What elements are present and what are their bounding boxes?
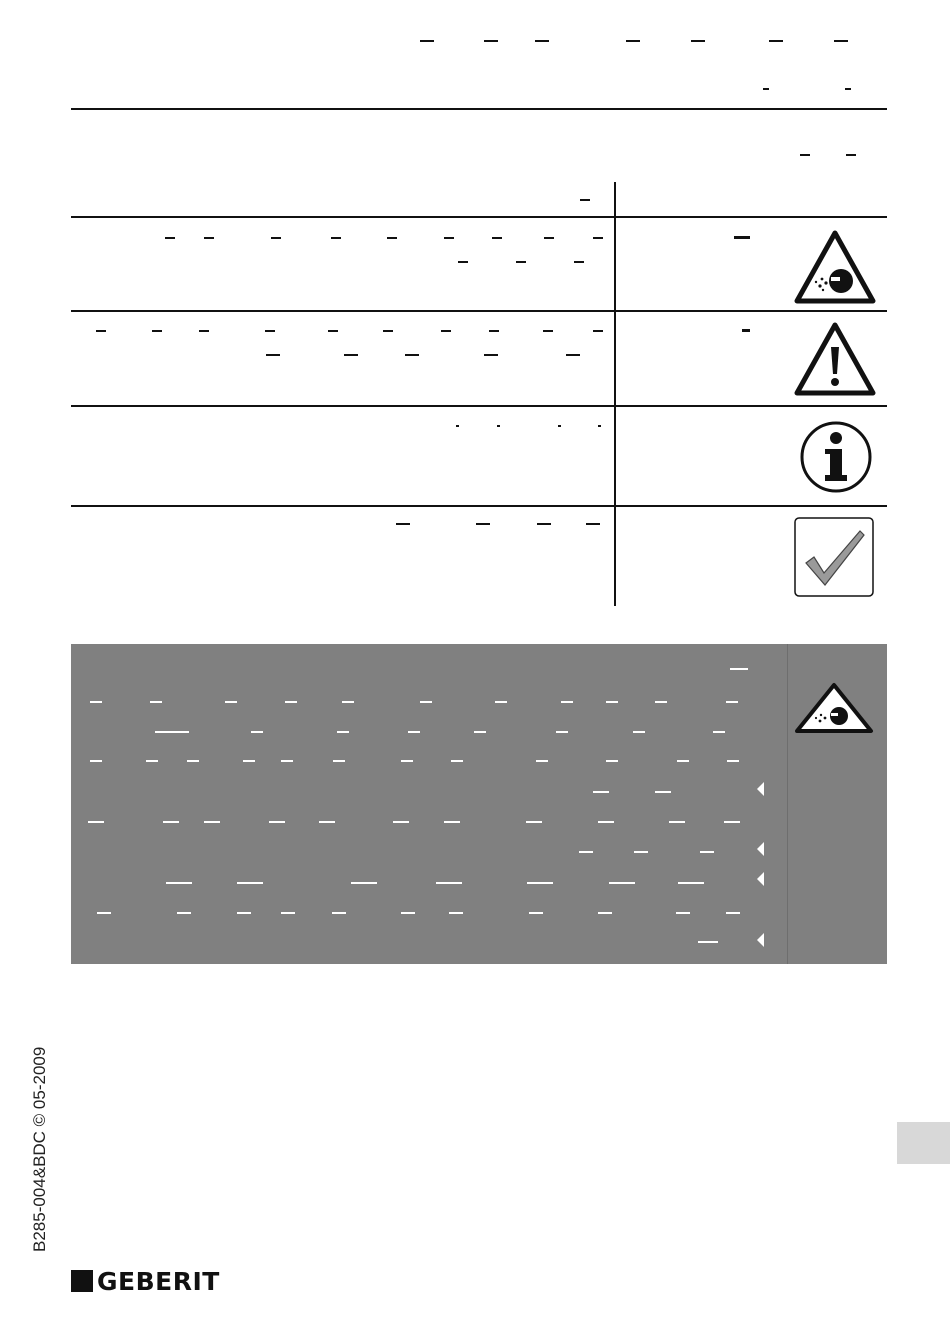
logo-text: GEBERIT — [97, 1266, 220, 1296]
warning-exclamation-triangle-icon — [794, 322, 876, 396]
header-divider — [71, 108, 887, 110]
logo-square — [71, 1270, 93, 1292]
section-tab — [897, 1122, 950, 1164]
check-square-icon — [794, 517, 874, 597]
document-code: B285-004&BDC © 05-2009 — [30, 1046, 49, 1252]
info-circle-icon — [799, 420, 873, 494]
table-row-divider — [71, 216, 887, 218]
danger-notice-box — [71, 644, 887, 964]
table-column-divider — [614, 182, 616, 606]
danger-burn-triangle-icon — [793, 682, 875, 734]
geberit-logo — [71, 1268, 220, 1294]
table-row-divider — [71, 310, 887, 312]
table-row-divider — [71, 505, 887, 507]
table-row-divider — [71, 405, 887, 407]
danger-burn-triangle-icon — [794, 230, 876, 304]
